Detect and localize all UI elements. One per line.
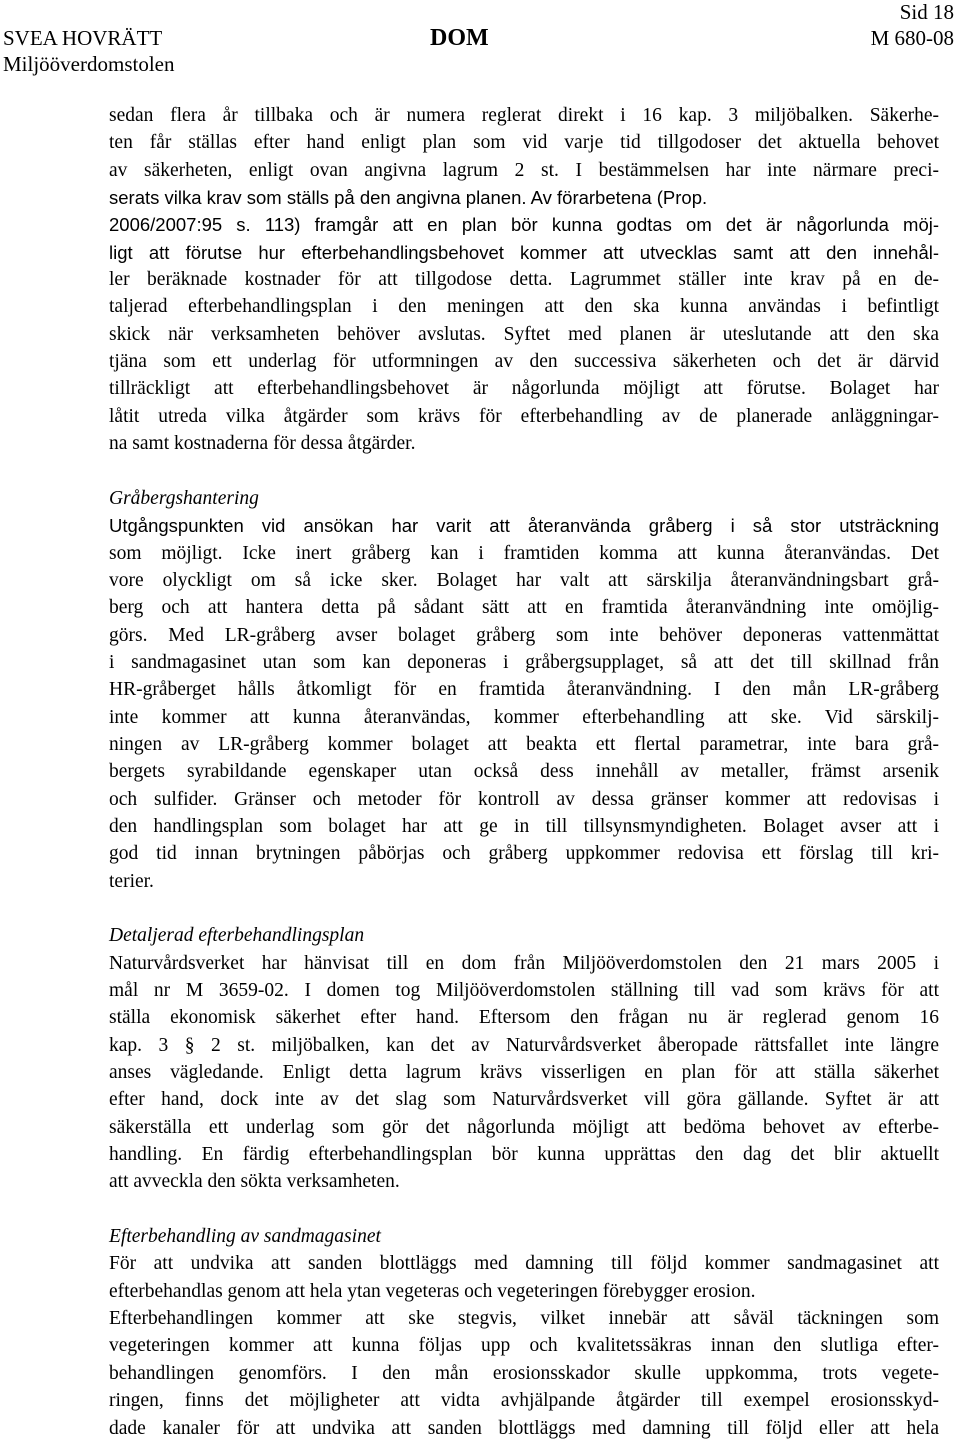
text-line: Utgångspunkten vid ansökan har varit att återanvända gråberg i så stor utsträckning: [109, 515, 939, 537]
document-type: DOM: [430, 25, 489, 51]
text-line: 2006/2007:95 s. 113) framgår att en plan bör kunna godtas om det är någorlunda möj-: [109, 214, 939, 236]
text-line: ler beräknade kostnader för att tillgodose detta. Lagrummet ställer inte krav på en de-: [109, 269, 939, 291]
text-line: efter hand, dock inte av det slag som Naturvårdsverket vill göra gällande. Syftet är att: [109, 1089, 939, 1111]
text-line: och sulfider. Gränser och metoder för kontroll av dessa gränser kommer att redovisas i: [109, 788, 939, 810]
text-line: att avveckla den sökta verksamheten.: [109, 1171, 400, 1193]
paragraph-1: [109, 102, 939, 457]
text-line: vore olyckligt om så icke sker. Bolaget har valt att särskilja återanvändningsbart grå-: [109, 569, 939, 591]
text-line: ställa ekonomisk säkerhet efter hand. Eftersom den frågan nu är reglerad genom 16: [109, 1007, 939, 1029]
text-line: bergets syrabildande egenskaper utan också dess innehåll av metaller, främst arsenik: [109, 761, 939, 783]
text-line: taljerad efterbehandlingsplan i den meningen att den ska kunna användas i befintligt: [109, 296, 939, 318]
text-line: terier.: [109, 870, 154, 892]
text-line: som möjligt. Icke inert gråberg kan i framtiden komma att kunna återanvändas. Det: [109, 542, 939, 564]
text-line: ningen av LR-gråberg kommer bolaget att beakta ett flertal parametrar, inte bara grå-: [109, 733, 939, 755]
section-heading: Gråbergshantering: [109, 487, 259, 509]
text-line: kap. 3 § 2 st. miljöbalken, kan det av Naturvårdsverket åberopade rättsfallet inte längre: [109, 1034, 939, 1056]
court-division: Miljööverdomstolen: [3, 52, 175, 76]
text-line: För att undvika att sanden blottläggs med damning till följd kommer sandmagasinet att: [109, 1253, 939, 1275]
text-line: serats vilka krav som ställs på den angivna planen. Av förarbetena (Prop.: [109, 187, 708, 209]
text-line: säkerställa ett underlag som gör det någorlunda möjligt att bedöma behovet av efterbe-: [109, 1116, 939, 1138]
court-name: SVEA HOVRÄTT: [3, 26, 163, 50]
case-number: M 680-08: [870, 26, 954, 50]
text-line: av säkerheten, enligt ovan angivna lagrum 2 st. I bestämmelsen har inte närmare preci-: [109, 159, 939, 181]
section-detaljerad-efterbehandlingsplan: [109, 922, 939, 1195]
text-line: handling. En färdig efterbehandlingsplan bör kunna upprättas den dag det blir aktuellt: [109, 1144, 939, 1166]
text-line: berg och att hantera detta på sådant sätt att en framtida återanvändning inte omöjlig-: [109, 597, 939, 619]
text-line: na samt kostnaderna för dessa åtgärder.: [109, 433, 416, 455]
text-line: Naturvårdsverket har hänvisat till en dom från Miljööverdomstolen den 21 mars 2005 i: [109, 952, 939, 974]
text-line: inte kommer att kunna återanvändas, kommer efterbehandling att ske. Vid särskilj-: [109, 706, 939, 728]
text-line: den handlingsplan som bolaget har att ge in till tillsynsmyndigheten. Bolaget avser att i: [109, 815, 939, 837]
text-line: sedan flera år tillbaka och är numera reglerat direkt i 16 kap. 3 miljöbalken. Säkerhe-: [109, 105, 939, 126]
page-number: Sid 18: [899, 0, 954, 24]
text-line: dade kanaler för att undvika att sanden blottläggs med damning till följd eller att hela: [109, 1417, 939, 1439]
section-heading: Detaljerad efterbehandlingsplan: [109, 925, 365, 947]
text-line: ringen, finns det möjligheter att vidta avhjälpande åtgärder till exempel erosionsskyd-: [109, 1390, 939, 1412]
text-line: görs. Med LR-gråberg avser bolaget gråberg som inte behöver deponeras vattenmättat: [109, 624, 939, 646]
text-line: ten får ställas efter hand enligt plan som vid varje tid tillgodoser det aktuella behovet: [109, 132, 939, 154]
text-line: efterbehandlas genom att hela ytan vegeteras och vegeteringen förebygger erosion.: [109, 1280, 756, 1302]
text-line: vegeteringen kommer att kunna följas upp och kvalitetssäkras innan den slutliga efter-: [109, 1335, 939, 1357]
text-line: mål nr M 3659-02. I domen tog Miljööverdomstolen ställning till vad som krävs för att: [109, 980, 939, 1001]
text-line: Efterbehandlingen kommer att ske stegvis, vilket innebär att såväl täckningen som: [109, 1308, 939, 1330]
text-line: skick när verksamheten behöver avslutas. Syftet med planen är uteslutande att den ska: [109, 323, 939, 345]
text-line: låtit utreda vilka åtgärder som krävs för efterbehandling av de planerade anläggningar-: [109, 405, 939, 427]
text-line: tillräckligt att efterbehandlingsbehovet är någorlunda möjligt att förutse. Bolaget har: [109, 378, 939, 400]
section-grabergshantering: [109, 485, 939, 895]
section-heading: Efterbehandling av sandmagasinet: [109, 1226, 381, 1248]
text-line: i sandmagasinet utan som kan deponeras i gråbergsupplaget, så att det till skillnad från: [109, 651, 939, 673]
text-line: ligt att förutse hur efterbehandlingsbehovet kommer att utvecklas samt att den innehål-: [109, 241, 939, 263]
text-line: tjäna som ett underlag för utformningen av den successiva säkerheten och det är därvid: [109, 351, 939, 373]
text-line: god tid innan brytningen påbörjas och gråberg uppkommer redovisa ett förslag till kri-: [109, 843, 939, 865]
document-body: [109, 102, 939, 1442]
text-line: behandlingen genomförs. I den mån erosionsskador skulle uppkomma, trots vegete-: [109, 1362, 939, 1384]
text-line: HR-gråberget hålls åtkomligt för en framtida återanvändning. I den mån LR-gråberg: [109, 679, 939, 701]
section-efterbehandling-av-sandmagasinet: [109, 1223, 939, 1442]
text-line: anses vägledande. Enligt detta lagrum krävs visserligen en plan för att ställa säkerhet: [109, 1062, 939, 1084]
